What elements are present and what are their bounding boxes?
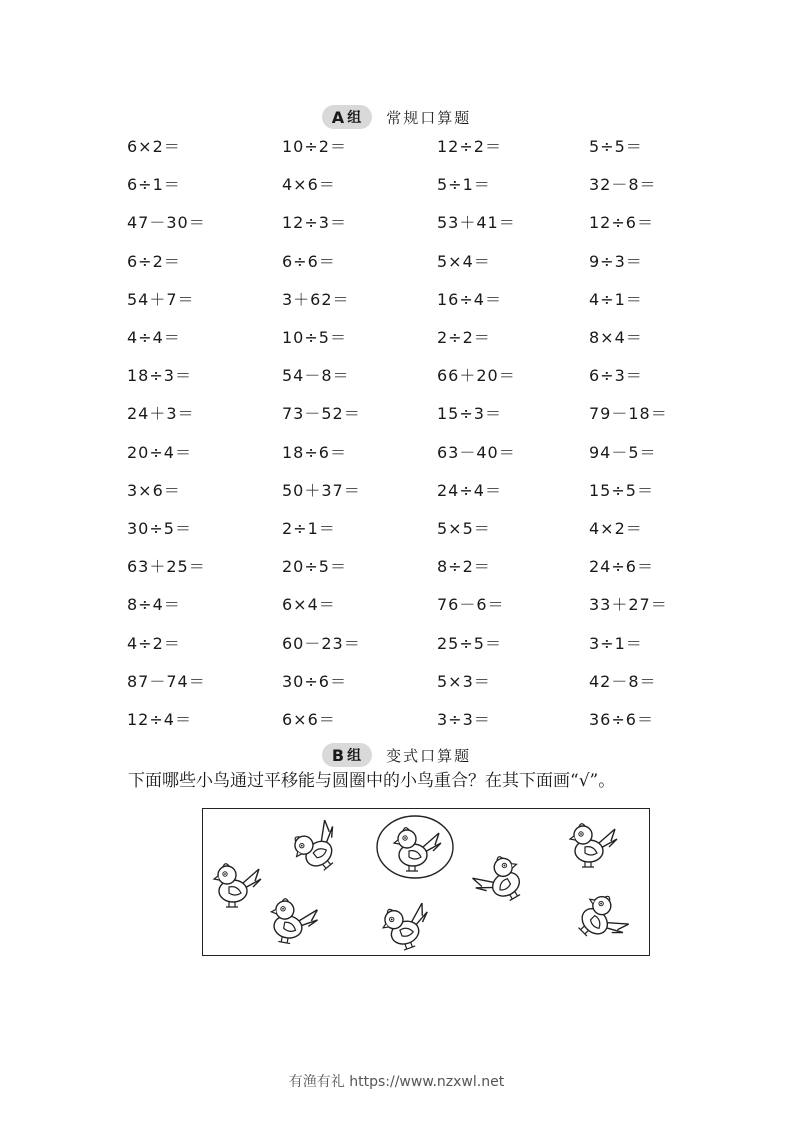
arithmetic-problem: 6×2＝ bbox=[127, 137, 181, 156]
arithmetic-problem: 4×6＝ bbox=[282, 175, 336, 195]
problem-row bbox=[127, 478, 687, 502]
arithmetic-problem: 30÷5＝ bbox=[127, 519, 192, 538]
arithmetic-problem: 9÷3＝ bbox=[589, 251, 643, 271]
arithmetic-problem: 8×4＝ bbox=[589, 328, 643, 347]
arithmetic-problem: 73－52＝ bbox=[282, 404, 361, 424]
arithmetic-problem: 6÷1＝ bbox=[127, 175, 181, 195]
arithmetic-problem: 20÷4＝ bbox=[127, 442, 192, 462]
arithmetic-problem: 20÷5＝ bbox=[282, 557, 347, 577]
arithmetic-problem: 6×4＝ bbox=[282, 595, 336, 615]
arithmetic-problem: 5×4＝ bbox=[437, 251, 491, 271]
problem-row bbox=[127, 287, 687, 311]
section-a-badge bbox=[322, 105, 372, 129]
arithmetic-problem: 47－30＝ bbox=[127, 213, 206, 233]
bird-illustration-box bbox=[202, 808, 650, 956]
arithmetic-problem: 24＋3＝ bbox=[127, 404, 195, 424]
arithmetic-problem: 5÷5＝ bbox=[589, 137, 643, 156]
problem-row bbox=[127, 363, 687, 387]
arithmetic-problem: 3÷1＝ bbox=[589, 633, 643, 653]
arithmetic-problem: 3÷3＝ bbox=[437, 710, 491, 729]
section-b-badge bbox=[322, 743, 372, 767]
arithmetic-problem: 16÷4＝ bbox=[437, 289, 502, 309]
problem-row bbox=[127, 401, 687, 425]
bird-icon bbox=[214, 864, 261, 907]
section-b-title: 变式口算题 bbox=[386, 746, 472, 765]
problem-row bbox=[127, 210, 687, 234]
problem-row bbox=[127, 707, 687, 731]
bird-icon bbox=[468, 851, 530, 912]
arithmetic-problem: 24÷6＝ bbox=[589, 557, 654, 577]
problem-row bbox=[127, 440, 687, 464]
arithmetic-problem: 53＋41＝ bbox=[437, 213, 516, 233]
arithmetic-problem: 24÷4＝ bbox=[437, 480, 502, 500]
arithmetic-problem: 15÷5＝ bbox=[589, 480, 654, 500]
arithmetic-problem: 94－5＝ bbox=[589, 442, 657, 462]
birds-illustration bbox=[203, 809, 649, 955]
arithmetic-problem: 12÷2＝ bbox=[437, 137, 502, 156]
arithmetic-problem: 76－6＝ bbox=[437, 595, 505, 615]
arithmetic-problem: 10÷5＝ bbox=[282, 328, 347, 347]
arithmetic-problem: 4÷2＝ bbox=[127, 633, 181, 653]
arithmetic-problem: 54＋7＝ bbox=[127, 289, 195, 309]
arithmetic-problem: 4÷1＝ bbox=[589, 289, 643, 309]
problem-row bbox=[127, 516, 687, 540]
section-b-label: 组 bbox=[347, 748, 363, 764]
arithmetic-problem: 10÷2＝ bbox=[282, 137, 347, 156]
problem-row bbox=[127, 592, 687, 616]
arithmetic-problem: 54－8＝ bbox=[282, 366, 350, 386]
arithmetic-problem: 66＋20＝ bbox=[437, 366, 516, 386]
arithmetic-problem: 8÷2＝ bbox=[437, 557, 491, 577]
arithmetic-problem: 42－8＝ bbox=[589, 671, 657, 691]
arithmetic-problem: 12÷4＝ bbox=[127, 710, 192, 729]
arithmetic-problem: 63＋25＝ bbox=[127, 557, 206, 577]
problem-row bbox=[127, 249, 687, 273]
section-b-header bbox=[0, 743, 793, 767]
arithmetic-problem: 2÷1＝ bbox=[282, 519, 336, 538]
arithmetic-problem: 3＋62＝ bbox=[282, 289, 350, 309]
problem-row bbox=[127, 134, 687, 158]
arithmetic-problem: 12÷6＝ bbox=[589, 213, 654, 233]
section-b-letter: B bbox=[331, 745, 346, 765]
arithmetic-problem: 18÷6＝ bbox=[282, 442, 347, 462]
bird-icon bbox=[570, 889, 634, 953]
section-a-letter: A bbox=[331, 107, 346, 127]
bird-icon bbox=[570, 824, 617, 867]
question-text: 下面哪些小鸟通过平移能与圆圈中的小鸟重合？在其下面画“√”。 bbox=[128, 771, 616, 791]
section-a-header bbox=[0, 105, 793, 129]
problem-row bbox=[127, 554, 687, 578]
arithmetic-problem: 60－23＝ bbox=[282, 633, 361, 653]
arithmetic-problem: 79－18＝ bbox=[589, 404, 668, 424]
arithmetic-problem: 5×5＝ bbox=[437, 519, 491, 538]
arithmetic-problem: 63－40＝ bbox=[437, 442, 516, 462]
bird-icon bbox=[287, 815, 351, 878]
footer-watermark: 有渔有礼 https://www.nzxwl.net bbox=[288, 1074, 505, 1090]
arithmetic-problem: 36÷6＝ bbox=[589, 710, 654, 729]
section-a-title: 常规口算题 bbox=[386, 108, 472, 127]
arithmetic-problem: 87－74＝ bbox=[127, 671, 206, 691]
arithmetic-problem: 5÷1＝ bbox=[437, 175, 491, 195]
bird-icon bbox=[378, 897, 437, 954]
arithmetic-problem: 2÷2＝ bbox=[437, 328, 491, 347]
arithmetic-problem: 30÷6＝ bbox=[282, 671, 347, 691]
problem-row bbox=[127, 172, 687, 196]
arithmetic-problem: 4÷4＝ bbox=[127, 328, 181, 347]
bird-icon bbox=[266, 897, 320, 948]
problem-row bbox=[127, 669, 687, 693]
arithmetic-problem: 32－8＝ bbox=[589, 175, 657, 195]
bird-target-icon bbox=[394, 828, 441, 871]
arithmetic-problem: 6÷6＝ bbox=[282, 251, 336, 271]
arithmetic-problem: 25÷5＝ bbox=[437, 633, 502, 653]
arithmetic-problem: 50＋37＝ bbox=[282, 480, 361, 500]
arithmetic-problem: 6÷2＝ bbox=[127, 251, 181, 271]
arithmetic-problem: 18÷3＝ bbox=[127, 366, 192, 386]
problem-row bbox=[127, 325, 687, 349]
arithmetic-problem: 6÷3＝ bbox=[589, 366, 643, 386]
problem-row bbox=[127, 631, 687, 655]
arithmetic-problem: 15÷3＝ bbox=[437, 404, 502, 424]
arithmetic-problem: 4×2＝ bbox=[589, 519, 643, 538]
arithmetic-problem: 6×6＝ bbox=[282, 710, 336, 729]
arithmetic-problem: 5×3＝ bbox=[437, 671, 491, 691]
section-a-label: 组 bbox=[347, 110, 363, 126]
arithmetic-problem: 3×6＝ bbox=[127, 480, 181, 500]
arithmetic-problem: 8÷4＝ bbox=[127, 595, 181, 615]
arithmetic-problem: 12÷3＝ bbox=[282, 213, 347, 233]
arithmetic-problem: 33＋27＝ bbox=[589, 595, 668, 615]
